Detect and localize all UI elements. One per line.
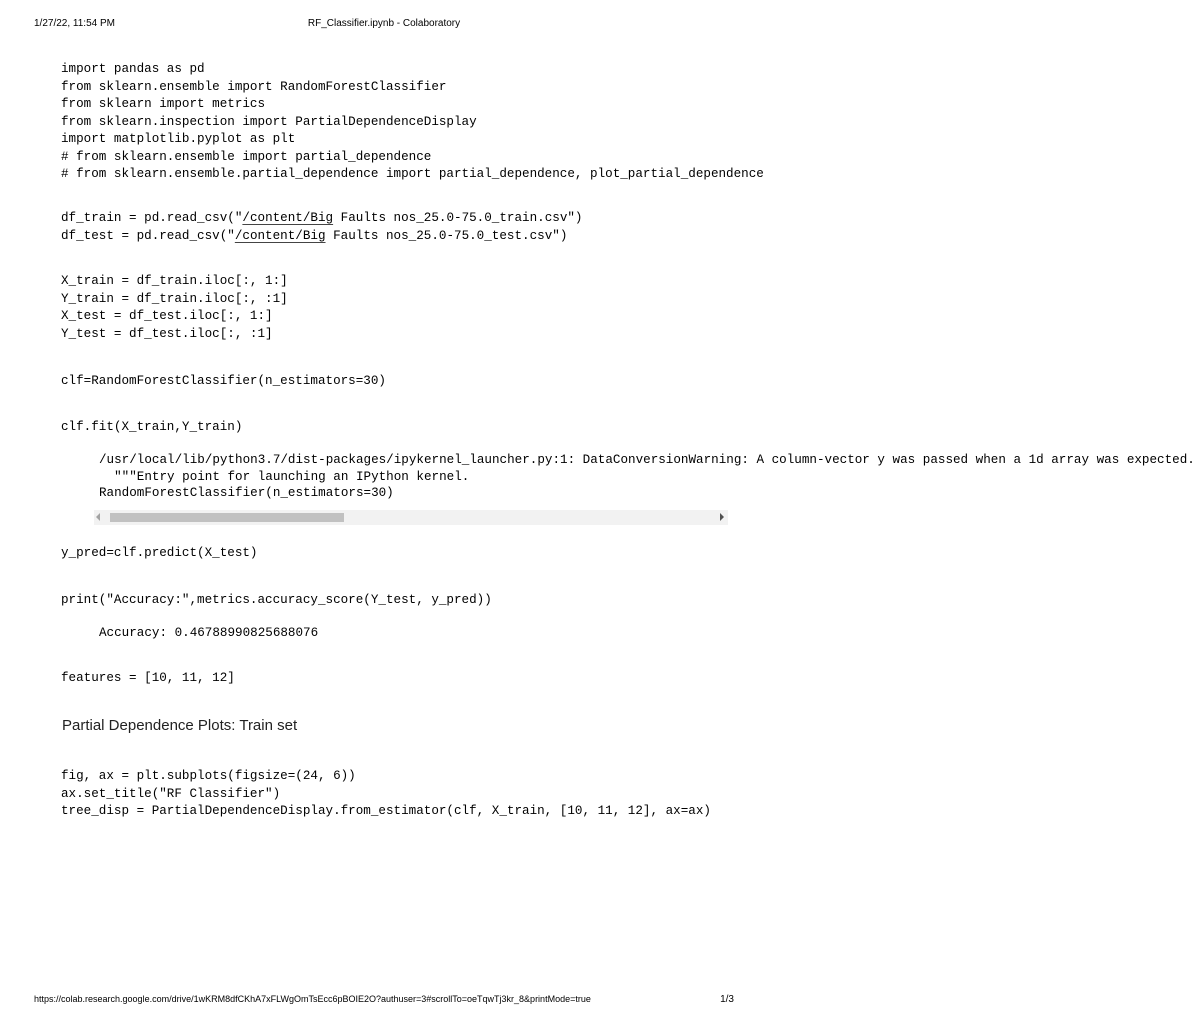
section-heading: Partial Dependence Plots: Train set bbox=[62, 717, 298, 734]
code-cell-plot[interactable] bbox=[61, 768, 741, 821]
code-line: from sklearn.inspection import PartialDependenceDisplay bbox=[61, 114, 477, 129]
code-line: import matplotlib.pyplot as plt bbox=[61, 132, 296, 146]
code-line: import pandas as pd bbox=[61, 62, 205, 76]
print-header bbox=[34, 18, 734, 30]
code-line: print("Accuracy:",metrics.accuracy_score(Y_test, y_pred)) bbox=[61, 593, 492, 607]
code-cell-split[interactable] bbox=[61, 273, 741, 343]
output-line: RandomForestClassifier(n_estimators=30) bbox=[99, 486, 394, 500]
code-line: y_pred=clf.predict(X_test) bbox=[61, 546, 258, 560]
print-datetime: 1/27/22, 11:54 PM bbox=[34, 18, 115, 29]
code-cell-accuracy[interactable] bbox=[61, 592, 741, 610]
page-number: 1/3 bbox=[720, 994, 734, 1005]
code-line: X_test = df_test.iloc[:, 1:] bbox=[61, 309, 273, 323]
scrollbar-thumb[interactable] bbox=[110, 513, 344, 522]
code-cell-fit[interactable] bbox=[61, 419, 741, 437]
output-line: Accuracy: 0.46788990825688076 bbox=[99, 626, 319, 640]
print-footer bbox=[34, 994, 734, 1006]
scroll-right-arrow-icon[interactable] bbox=[720, 513, 724, 521]
code-cell-model[interactable] bbox=[61, 373, 741, 391]
code-cell-imports[interactable] bbox=[61, 61, 764, 184]
page-url: https://colab.research.google.com/drive/1wKRM8dfCKhA7xFLWgOmTsEcc6pBOIE2O?authuser=3#scrollTo=oeTqwTj3kr_8&printMode=true bbox=[34, 994, 591, 1004]
notebook-title: RF_Classifier.ipynb - Colaboratory bbox=[307, 18, 461, 29]
code-text: Faults nos_25.0-75.0_train.csv") bbox=[333, 211, 583, 225]
code-text: Faults nos_25.0-75.0_test.csv") bbox=[325, 228, 568, 243]
output-line: """Entry point for launching an IPython kernel. bbox=[99, 469, 470, 484]
code-line: clf=RandomForestClassifier(n_estimators=30) bbox=[61, 374, 386, 388]
code-cell-features[interactable] bbox=[61, 670, 741, 688]
code-line: Y_train = df_train.iloc[:, :1] bbox=[61, 291, 288, 306]
output-horizontal-scrollbar[interactable] bbox=[94, 510, 728, 525]
fit-output bbox=[99, 452, 1195, 502]
code-text: df_test = pd.read_csv(" bbox=[61, 228, 235, 243]
code-line: from sklearn.ensemble import RandomForestClassifier bbox=[61, 79, 447, 94]
code-cell-predict[interactable] bbox=[61, 545, 741, 563]
code-line: # from sklearn.ensemble import partial_dependence bbox=[61, 149, 432, 164]
code-line bbox=[61, 228, 741, 246]
code-line: X_train = df_train.iloc[:, 1:] bbox=[61, 274, 288, 288]
code-line: fig, ax = plt.subplots(figsize=(24, 6)) bbox=[61, 769, 356, 783]
code-text: df_train = pd.read_csv(" bbox=[61, 211, 243, 225]
code-line: Y_test = df_test.iloc[:, :1] bbox=[61, 326, 273, 341]
code-line: features = [10, 11, 12] bbox=[61, 671, 235, 685]
code-line: tree_disp = PartialDependenceDisplay.from_estimator(clf, X_train, [10, 11, 12], ax=ax) bbox=[61, 804, 711, 818]
code-line: from sklearn import metrics bbox=[61, 97, 266, 111]
file-path-link[interactable]: /content/Big bbox=[242, 211, 334, 225]
code-line: ax.set_title("RF Classifier") bbox=[61, 786, 281, 801]
file-path-link[interactable]: /content/Big bbox=[234, 228, 326, 243]
code-cell-read-csv[interactable] bbox=[61, 210, 741, 245]
code-line bbox=[61, 210, 741, 228]
scroll-left-arrow-icon[interactable] bbox=[96, 513, 100, 521]
output-line: /usr/local/lib/python3.7/dist-packages/ipykernel_launcher.py:1: DataConversionWarning: A column-vector y was passed when a 1d array was expected. bbox=[99, 453, 1195, 467]
code-line: clf.fit(X_train,Y_train) bbox=[61, 420, 243, 434]
accuracy-output bbox=[99, 625, 726, 642]
code-line: # from sklearn.ensemble.partial_dependence import partial_dependence, plot_partial_dependence bbox=[61, 167, 764, 181]
